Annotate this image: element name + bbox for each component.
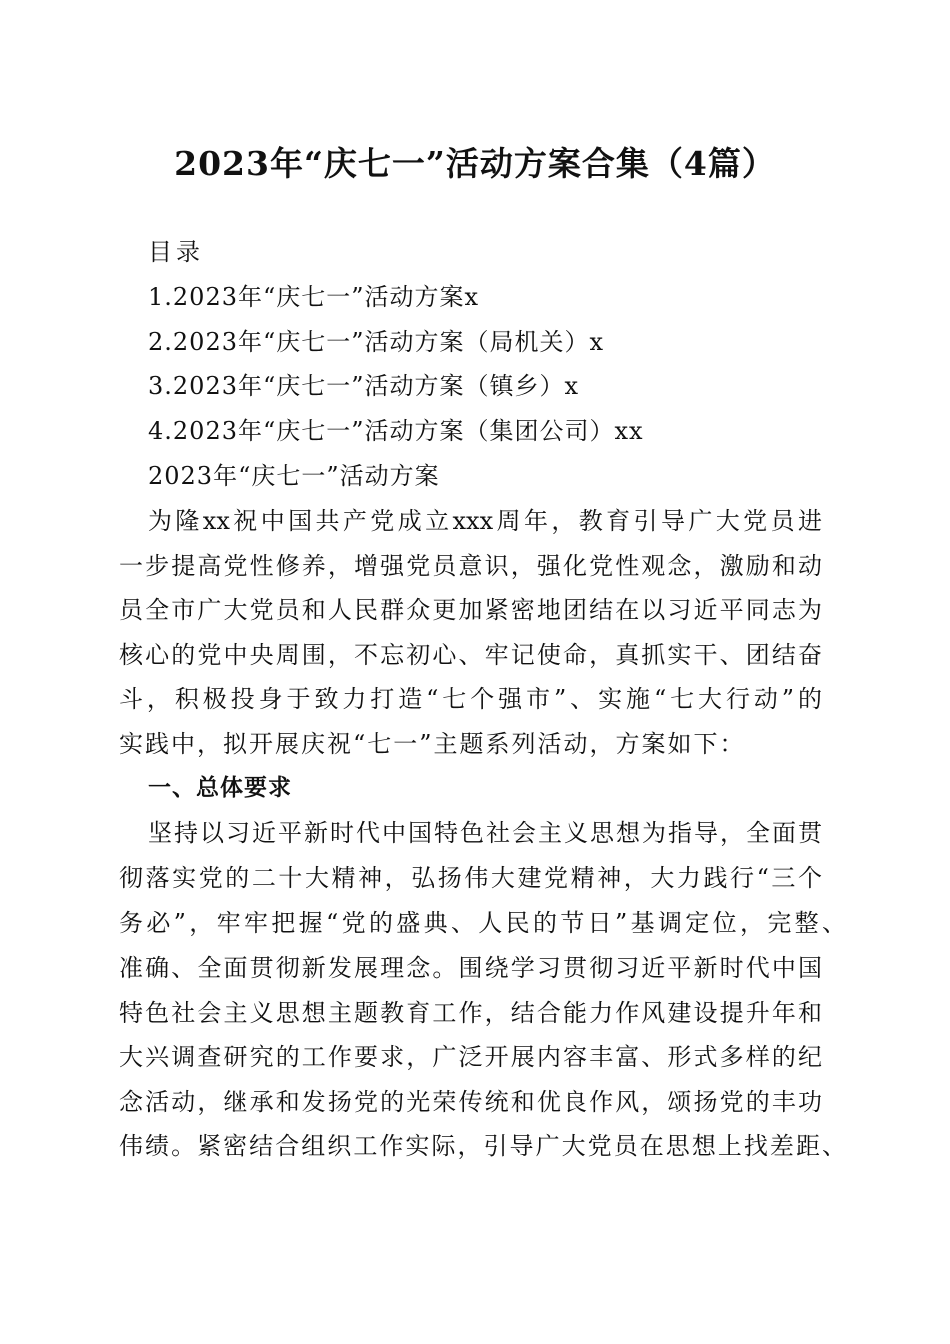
toc-item[interactable]: 1.2023年“庆七一”活动方案x <box>148 283 480 311</box>
paragraph-line: 核心的党中央周围，不忘初心、牢记使命，真抓实干、团结奋 <box>119 641 822 669</box>
paragraph-line: 伟绩。紧密结合组织工作实际，引导广大党员在思想上找差距、 <box>119 1132 846 1160</box>
paragraph-line: 大兴调查研究的工作要求，广泛开展内容丰富、形式多样的纪 <box>119 1043 822 1071</box>
toc-item[interactable]: 2.2023年“庆七一”活动方案（局机关）x <box>148 328 605 356</box>
toc-item[interactable]: 4.2023年“庆七一”活动方案（集团公司）xx <box>148 417 644 445</box>
paragraph-line: 一步提高党性修养，增强党员意识，强化党性观念，激励和动 <box>119 552 822 580</box>
paragraph-line: 实践中，拟开展庆祝“七一”主题系列活动，方案如下： <box>119 730 746 758</box>
paragraph-line: 斗，积极投身于致力打造“七个强市”、实施“七大行动”的 <box>119 685 822 713</box>
paragraph-line: 为隆xx祝中国共产党成立xxx周年，教育引导广大党员进 <box>148 507 822 535</box>
paragraph-line: 务必”，牢牢把握“党的盛典、人民的节日”基调定位，完整、 <box>119 909 846 937</box>
paragraph-line: 准确、全面贯彻新发展理念。围绕学习贯彻习近平新时代中国 <box>119 954 822 982</box>
toc-item[interactable]: 3.2023年“庆七一”活动方案（镇乡）x <box>148 372 580 400</box>
paragraph-line: 特色社会主义思想主题教育工作，结合能力作风建设提升年和 <box>119 999 822 1027</box>
section-heading: 一、总体要求 <box>148 775 292 801</box>
paragraph-line: 员全市广大党员和人民群众更加紧密地团结在以习近平同志为 <box>119 596 822 624</box>
section-title: 2023年“庆七一”活动方案 <box>148 462 440 490</box>
document-title: 2023年“庆七一”活动方案合集（4篇） <box>174 144 776 183</box>
paragraph-line: 念活动，继承和发扬党的光荣传统和优良作风，颂扬党的丰功 <box>119 1088 822 1116</box>
paragraph-line: 坚持以习近平新时代中国特色社会主义思想为指导，全面贯 <box>148 819 822 847</box>
toc-heading: 目录 <box>148 238 204 266</box>
paragraph-line: 彻落实党的二十大精神，弘扬伟大建党精神，大力践行“三个 <box>119 864 822 892</box>
